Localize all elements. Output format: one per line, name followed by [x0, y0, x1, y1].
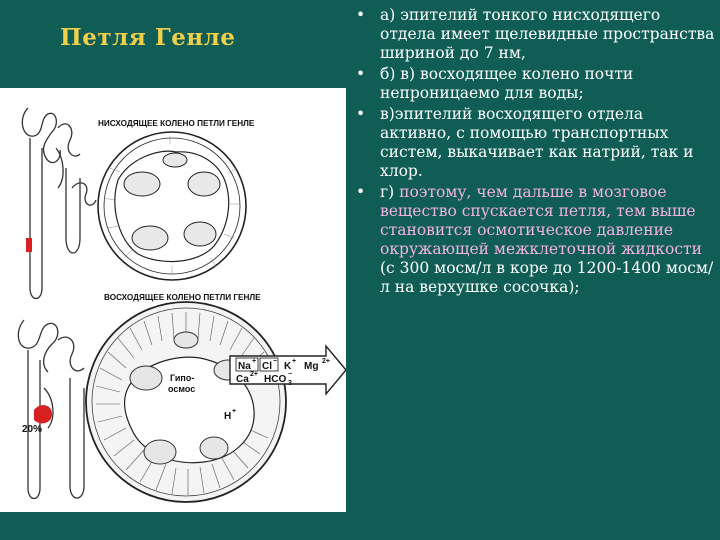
- bullet-mark: •: [356, 65, 366, 83]
- ion-k-charge: +: [292, 358, 297, 365]
- ion-h: H: [224, 411, 232, 422]
- ion-mg-charge: 2+: [322, 358, 330, 365]
- ion-cl: Cl: [262, 361, 272, 372]
- bullet-item-b: [352, 65, 718, 103]
- bullet-prefix: г): [380, 183, 400, 201]
- ion-cl-charge: −: [273, 358, 278, 365]
- bullet-item-d: [352, 183, 718, 297]
- bullet-text: а) эпителий тонкого нисходящего отдела имеет щелевидные пространства шириной до 7 нм,: [380, 6, 715, 62]
- bullet-mark: •: [356, 183, 366, 201]
- bullet-item-c: [352, 105, 718, 181]
- nephron-figure: [0, 88, 346, 512]
- nephron-sketch-top: [22, 108, 96, 299]
- ion-hco3-charge: −: [288, 371, 293, 378]
- slide-title: Петля Генле: [60, 24, 236, 51]
- bullet-mark: •: [356, 6, 366, 24]
- label-ascending-limb: ВОСХОДЯЩЕЕ КОЛЕНО ПЕТЛИ ГЕНЛЕ: [104, 293, 261, 302]
- descending-limb-section: [98, 132, 246, 280]
- ion-k: K: [284, 361, 292, 372]
- bullet-text-rest: (с 300 мосм/л в коре до 1200-1400 мосм/л на верхушке сосочка);: [380, 259, 714, 296]
- nephron-sketch-bottom: [18, 320, 84, 499]
- ion-ca: Ca: [236, 374, 249, 385]
- percent-label: 20%: [22, 424, 43, 435]
- ion-ca-charge: 2+: [250, 371, 258, 378]
- ion-hco3: HCO: [264, 374, 287, 385]
- bullet-text: в)эпителий восходящего отдела активно, с помощью транспортных систем, выкачивает как натрий, так и хлор.: [380, 105, 694, 180]
- red-marker-bottom: [34, 405, 52, 423]
- bullet-item-a: [352, 6, 718, 63]
- bullet-text-highlight: поэтому, чем дальше в мозговое вещество спускается петля, тем выше становится осмотическое давление окружающей межклеточной жидкости: [380, 183, 702, 258]
- ion-na-charge: +: [252, 358, 257, 365]
- ion-mg: Mg: [304, 361, 319, 372]
- red-marker-top: [26, 238, 32, 252]
- bullet-list: [352, 6, 718, 299]
- figure-drawing: [0, 88, 346, 512]
- ion-hco3-sub: 3: [288, 380, 292, 387]
- bullet-mark: •: [356, 105, 366, 123]
- ascending-limb-section: [86, 302, 286, 502]
- ion-na: Na: [238, 361, 251, 372]
- hypoosmos-label-line1: Гипо-: [170, 373, 195, 383]
- hypoosmos-label-line2: осмос: [168, 384, 196, 394]
- ion-h-charge: +: [232, 408, 237, 415]
- label-descending-limb: НИСХОДЯЩЕЕ КОЛЕНО ПЕТЛИ ГЕНЛЕ: [98, 119, 255, 128]
- bullet-text: б) в) восходящее колено почти непроницаемо для воды;: [380, 65, 634, 102]
